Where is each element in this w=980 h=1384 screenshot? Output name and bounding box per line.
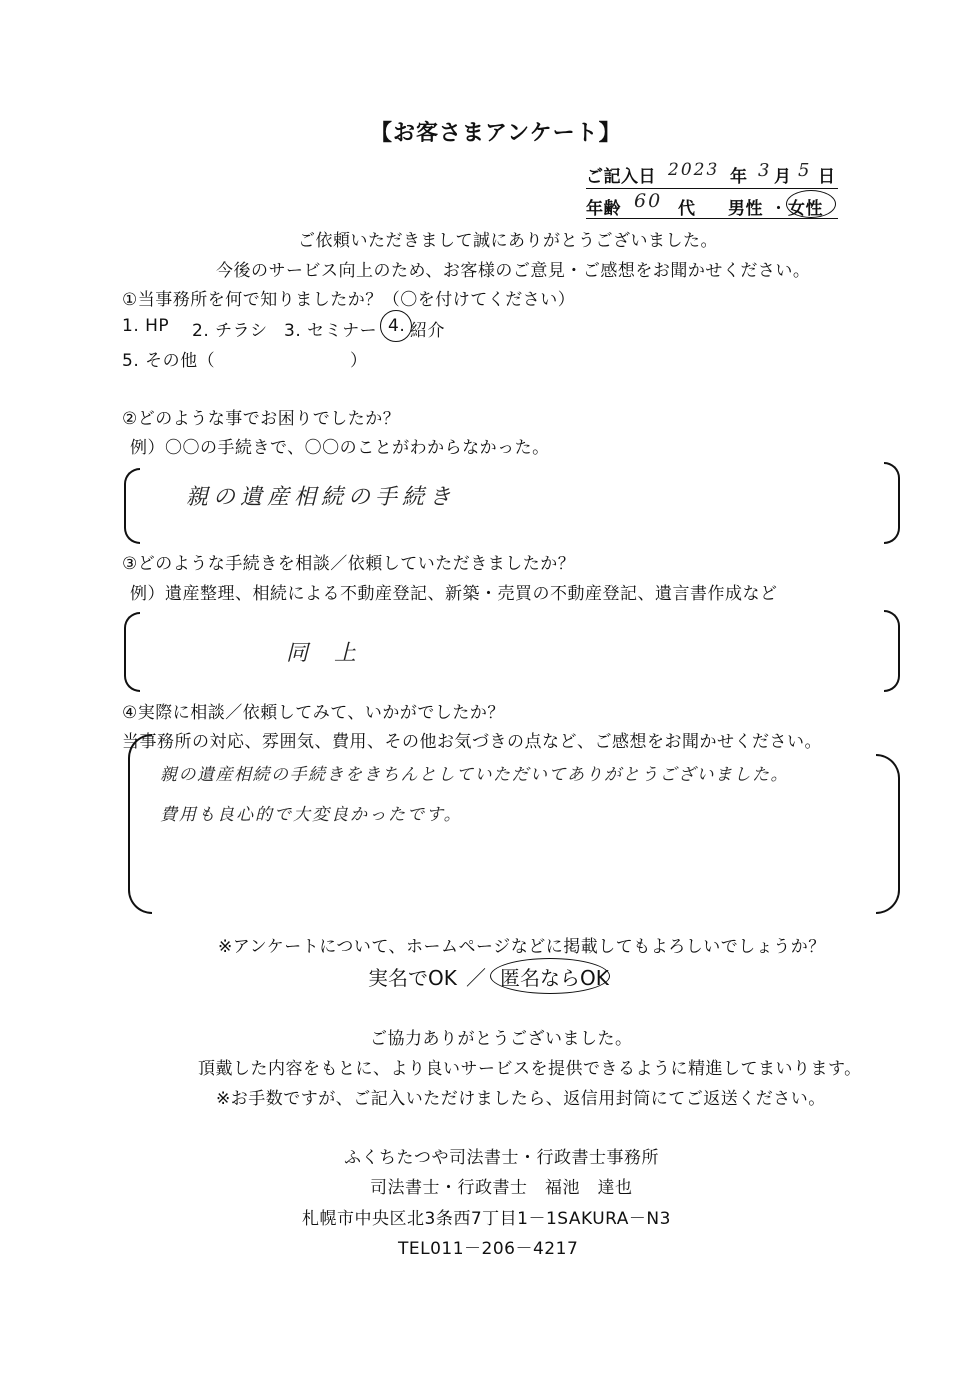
q4-answer-bracket-left <box>128 734 152 914</box>
q2-answer-bracket-left <box>124 468 140 544</box>
closing-line-1: ご協力ありがとうございました。 <box>370 1029 633 1049</box>
age-unit: 代 <box>678 199 696 219</box>
q4-answer-line-1: 親の遺産相続の手続きをきちんとしていただいてありがとうございました。 <box>160 765 789 785</box>
q1-option-other-close: ） <box>350 351 368 371</box>
gender-female: 女性 <box>788 199 823 219</box>
q3-example: 例）遺産整理、相続による不動産登記、新築・売買の不動産登記、遺言書作成など <box>130 584 778 604</box>
month-value: 3 <box>758 160 772 181</box>
date-row <box>586 160 838 189</box>
year-unit: 年 <box>730 167 748 187</box>
publish-selected-circle <box>490 958 610 994</box>
q1-option-referral-label: 紹介 <box>410 321 445 341</box>
office-tel: TEL011－206－4217 <box>398 1239 579 1259</box>
gender-separator: ・ <box>770 199 788 219</box>
q2-answer-bracket-right <box>884 462 900 544</box>
year-value: 2023 <box>668 160 720 180</box>
q2-example: 例）〇〇の手続きで、〇〇のことがわからなかった。 <box>130 438 550 458</box>
q3-question: ③どのような手続きを相談／依頼していただきましたか？ <box>122 554 576 574</box>
q4-answer-line-2: 費用も良心的で大変良かったです。 <box>160 805 463 825</box>
q2-answer: 親の遺産相続の手続き <box>186 485 457 510</box>
q1-option-other: 5. その他（ <box>122 351 216 371</box>
q1-selected-circle <box>380 310 412 342</box>
office-address: 札幌市中央区北3条西7丁目1－1SAKURA－N3 <box>302 1209 671 1229</box>
age-value: 60 <box>634 190 663 212</box>
q2-question: ②どのような事でお困りでしたか？ <box>122 409 401 429</box>
closing-line-3: ※お手数ですが、ご記入いただけましたら、返信用封筒にてご返送ください。 <box>216 1089 826 1109</box>
q1-question: ①当事務所を何で知りましたか？（〇を付けてください） <box>122 290 576 310</box>
office-name: ふくちたつや司法書士・行政書士事務所 <box>344 1148 659 1168</box>
date-label: ご記入日 <box>586 167 656 187</box>
q3-answer: 同上 <box>286 641 383 666</box>
q1-option-seminar: 3. セミナー <box>284 321 378 341</box>
publish-option-anonymous: 匿名ならOK <box>500 966 609 990</box>
intro-line-1: ご依頼いただきまして誠にありがとうございました。 <box>298 231 718 251</box>
q3-answer-bracket-right <box>884 610 900 692</box>
q4-answer-bracket-right <box>876 754 900 914</box>
closing-line-2: 頂戴した内容をもとに、より良いサービスを提供できるように精進してまいります。 <box>198 1059 862 1079</box>
q3-answer-bracket-left <box>124 612 140 692</box>
gender-male: 男性 <box>728 199 763 219</box>
day-unit: 日 <box>818 167 836 187</box>
month-unit: 月 <box>774 167 792 187</box>
publish-question: ※アンケートについて、ホームページなどに掲載してもよろしいでしょうか？ <box>218 937 826 957</box>
publish-separator: ／ <box>466 966 486 990</box>
age-label: 年齢 <box>586 199 621 219</box>
q1-option-hp: 1. HP <box>122 316 170 336</box>
intro-line-2: 今後のサービス向上のため、お客様のご意見・ご感想をお聞かせください。 <box>216 261 811 281</box>
day-value: 5 <box>798 160 812 181</box>
q4-question: ④実際に相談／依頼してみて、いかがでしたか？ <box>122 703 505 723</box>
q1-option-referral-number: 4. <box>388 316 406 336</box>
q1-option-flyer: 2. チラシ <box>192 321 268 341</box>
survey-title: 【お客さまアンケート】 <box>370 121 622 146</box>
gender-female-circle <box>786 190 836 218</box>
q4-prompt: 当事務所の対応、雰囲気、費用、その他お気づきの点など、ご感想をお聞かせください。 <box>122 732 822 752</box>
publish-option-real-name: 実名でOK <box>368 966 457 990</box>
office-person: 司法書士・行政書士 福池 達也 <box>370 1178 633 1198</box>
